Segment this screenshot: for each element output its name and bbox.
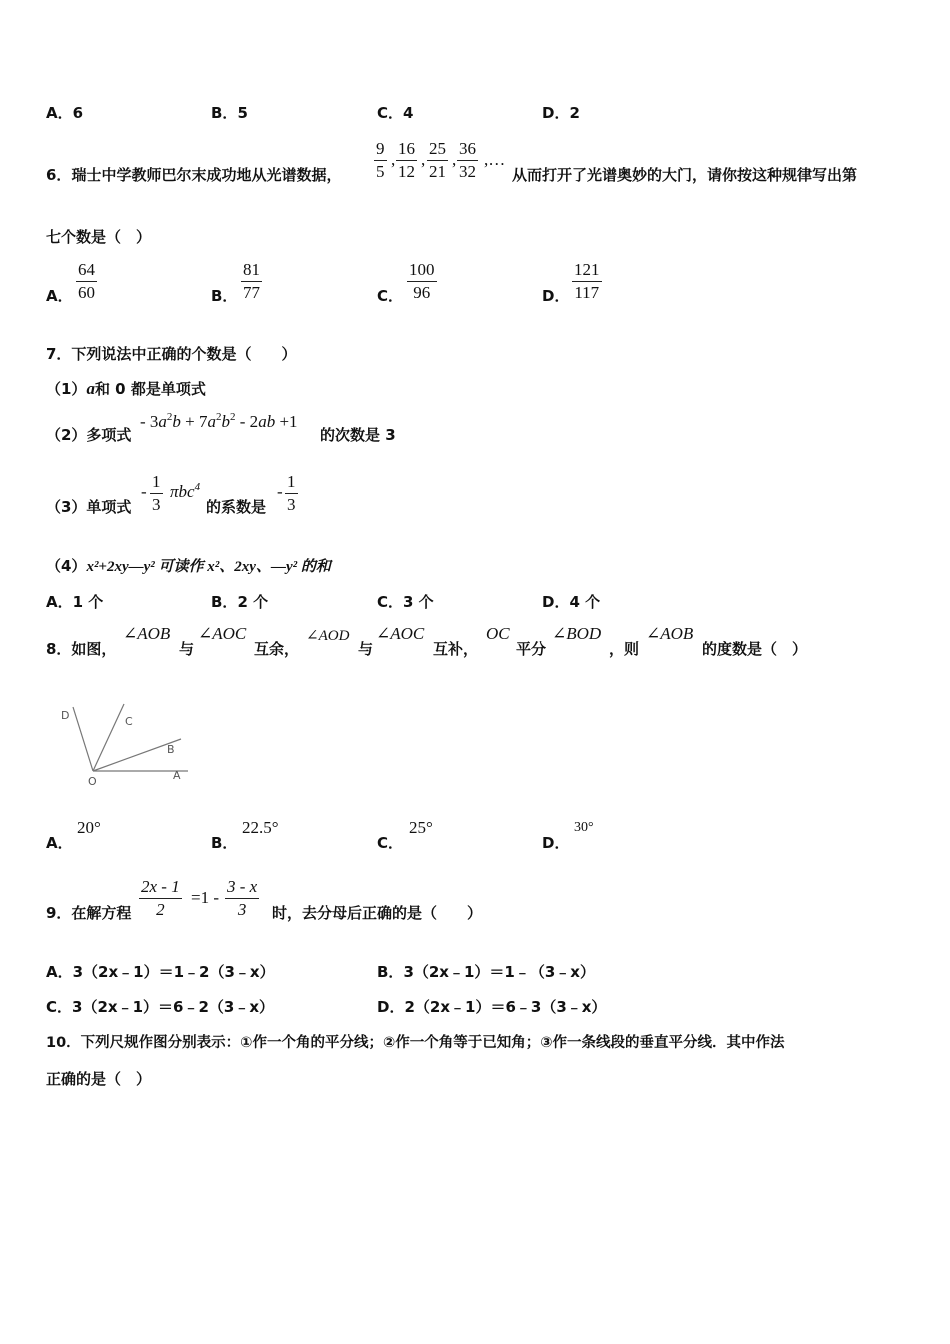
q8-option-a-value: 20° xyxy=(77,818,101,837)
q9-frac-right: $\frac{3 - x}{3}$ xyxy=(227,877,258,919)
q8-option-c-value: 25° xyxy=(409,818,433,837)
q6-stem-line2: 七个数是（ ） xyxy=(46,228,152,246)
q8-word: 与 xyxy=(179,640,195,658)
label-d: D xyxy=(61,709,70,722)
q8-stem-a: 8．如图， xyxy=(46,640,117,658)
ray-od xyxy=(73,707,93,771)
q8-angle-aoc: ∠AOC xyxy=(198,624,247,643)
q6-seq-ellipsis: ,… xyxy=(484,150,506,169)
q5-option-d: D．2 xyxy=(542,104,580,122)
q8-angle-aob: ∠AOB xyxy=(123,624,171,643)
q7-s3-answer-frac: $\frac{1}{3}$ xyxy=(287,472,296,514)
q6-option-a-frac: $\frac{64}{60}$ xyxy=(78,260,95,302)
q7-s3-monomial: πbc$^4$ xyxy=(170,481,201,501)
q9-option-c: C．3（2x﹣1）＝6﹣2（3﹣x） xyxy=(46,998,274,1016)
q7-option-a: A．1 个 xyxy=(46,593,104,611)
q7-statement-1: （1）a和 0 都是单项式 xyxy=(46,379,206,398)
q5-option-a: A．6 xyxy=(46,104,84,122)
q8-option-c-letter: C． xyxy=(377,834,404,852)
q8-angle-aoc-2: ∠AOC xyxy=(376,624,425,643)
q7-statement-2-prefix: （2）多项式 xyxy=(46,426,132,444)
q9-option-d: D．2（2x﹣1）＝6﹣3（3﹣x） xyxy=(377,998,607,1016)
q6-option-b-letter: B． xyxy=(211,287,238,305)
q9-equals: =1 - xyxy=(191,888,219,907)
q8-angle-bod: ∠BOD xyxy=(552,624,602,643)
q6-option-a-letter: A． xyxy=(46,287,73,305)
q7-stem: 7．下列说法中正确的个数是（ ） xyxy=(46,345,297,363)
q9-option-a: A．3（2x﹣1）＝1﹣2（3﹣x） xyxy=(46,963,275,981)
q7-statement-4: （4）x²+2xy—y² 可读作 x²、2xy、—y² 的和 xyxy=(46,557,331,575)
q6-option-d-frac: $\frac{121}{117}$ xyxy=(574,260,600,302)
q6-seq-frac-1: $\frac{9}{5}$ xyxy=(376,139,385,181)
q8-word: ，则 xyxy=(609,640,640,658)
q7-s3-frac: $\frac{1}{3}$ xyxy=(152,472,161,514)
q8-stem-end: 的度数是（ ） xyxy=(702,640,808,658)
q8-angle-figure xyxy=(50,695,200,795)
q7-s3-sign: - xyxy=(141,482,147,501)
q7-statement-3-prefix: （3）单项式 xyxy=(46,498,132,516)
q6-option-b-frac: $\frac{81}{77}$ xyxy=(243,260,260,302)
q6-seq-frac-3: $\frac{25}{21}$ xyxy=(429,139,446,181)
q9-stem-a: 9．在解方程 xyxy=(46,904,132,922)
q6-option-c-letter: C． xyxy=(377,287,404,305)
q6-seq-sep: , xyxy=(421,150,426,169)
label-a: A xyxy=(173,769,181,782)
q10-stem-line2: 正确的是（ ） xyxy=(46,1070,152,1088)
q8-option-b-letter: B． xyxy=(211,834,238,852)
q10-stem-line1: 10．下列尺规作图分别表示：①作一个角的平分线；②作一个角等于已知角；③作一条线段的垂直平分线．其中作法 xyxy=(46,1035,785,1051)
q6-seq-sep: , xyxy=(391,150,396,169)
q8-word: 与 xyxy=(358,640,374,658)
q5-option-b: B．5 xyxy=(211,104,248,122)
q7-s3-mid: 的系数是 xyxy=(206,498,267,516)
q7-s3-answer-sign: - xyxy=(277,482,283,501)
q8-option-d-letter: D． xyxy=(542,834,570,852)
q6-option-c-frac: $\frac{100}{96}$ xyxy=(409,260,435,302)
q6-seq-frac-4: $\frac{36}{32}$ xyxy=(459,139,476,181)
q7-option-c: C．3 个 xyxy=(377,593,434,611)
q8-word: 互余， xyxy=(254,640,300,658)
label-b: B xyxy=(167,743,175,756)
q9-frac-left: $\frac{2x - 1}{2}$ xyxy=(141,877,180,919)
label-o: O xyxy=(88,775,97,788)
q9-option-b: B．3（2x﹣1）＝1﹣（3﹣x） xyxy=(377,963,595,981)
q8-option-a-letter: A． xyxy=(46,834,73,852)
q6-seq-frac-2: $\frac{16}{12}$ xyxy=(398,139,415,181)
q6-stem-end: 从而打开了光谱奥妙的大门，请你按这种规律写出第 xyxy=(512,166,858,184)
q8-ray-oc: OC xyxy=(486,624,510,643)
q8-option-d-value: 30° xyxy=(574,820,594,835)
q7-polynomial: - $3a^2b + 7a^2b^2 - 2ab +1$ xyxy=(140,411,298,431)
q5-option-c: C．4 xyxy=(377,104,414,122)
q7-statement-2-suffix: 的次数是 3 xyxy=(320,426,396,444)
q9-stem-b: 时，去分母后正确的是（ ） xyxy=(272,904,483,922)
q8-word: 互补， xyxy=(433,640,479,658)
q7-option-b: B．2 个 xyxy=(211,593,269,611)
q6-option-d-letter: D． xyxy=(542,287,570,305)
q6-stem-start: 6．瑞士中学教师巴尔末成功地从光谱数据， xyxy=(46,166,342,184)
q7-option-d: D．4 个 xyxy=(542,593,601,611)
label-c: C xyxy=(125,715,133,728)
q8-word: 平分 xyxy=(516,640,547,658)
q6-seq-sep: , xyxy=(452,150,457,169)
q8-angle-aod: ∠AOD xyxy=(306,628,350,644)
q8-option-b-value: 22.5° xyxy=(242,818,279,837)
q8-angle-aob-2: ∠AOB xyxy=(646,624,694,643)
